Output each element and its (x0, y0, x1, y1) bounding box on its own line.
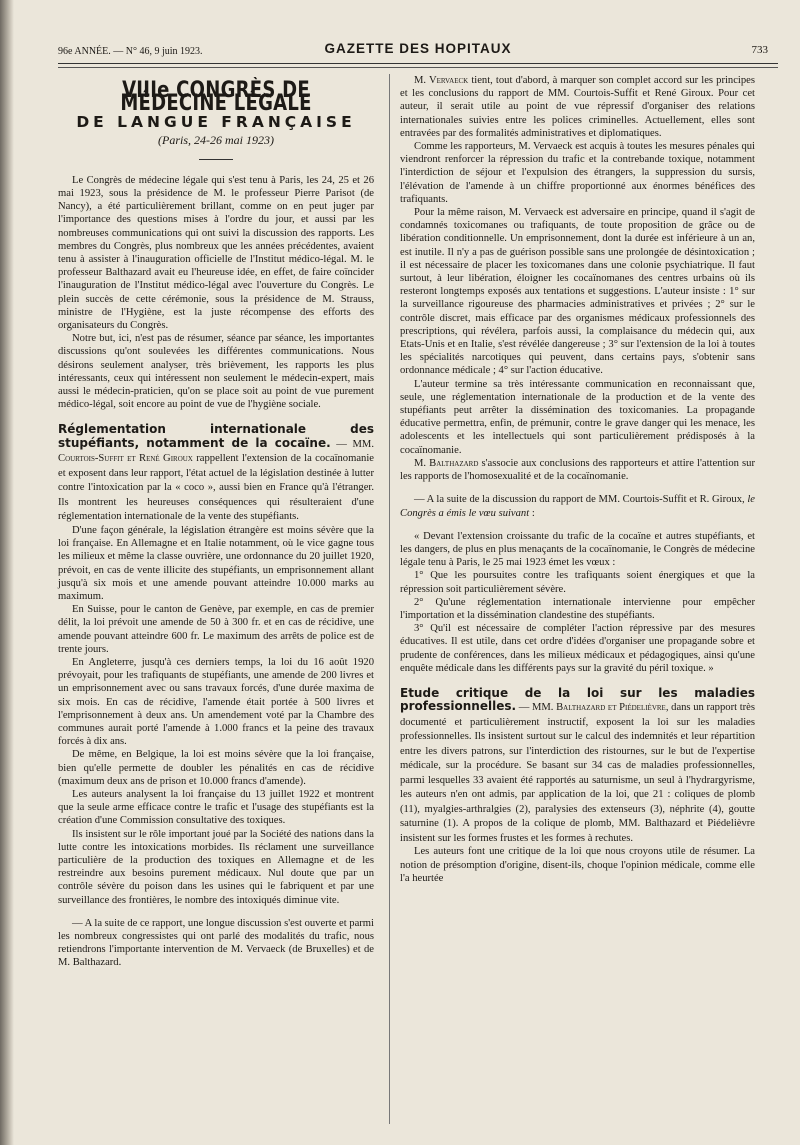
paragraph: Notre but, ici, n'est pas de résumer, séance par séance, les importantes discussions qu'ont soulevées les différentes communications. Nous désirons seulement analyser, très brièvement, les rapports les plus intéressants, ceux qui intéressent non seulement le médecin-expert, mais aussi le médecin-praticien, qu'on se place soit au point de vue purement médico-légal, soit encore au point de vue de l'hygiène sociale. (58, 333, 374, 411)
header-rule (58, 63, 778, 64)
quote-paragraph: « Devant l'extension croissante du trafic de la cocaïne et autres stupéfiants, et les dangers, de plus en plus menaçants de la cocaïnomanie, le Congrès de médecine légale tenu à Paris, le 25 mai 1923 émet les vœux : (400, 530, 755, 569)
section-heading-text: Etude critique de la loi sur les maladies professionnelles. (400, 685, 755, 714)
paragraph (400, 457, 755, 483)
article-title: VIIIe CONGRÈS DE MÉDECINE LÉGALE (120, 78, 312, 117)
article-dateline: (Paris, 24-26 mai 1923) (158, 132, 274, 147)
author-names: Courtois-Suffit et René Giroux (58, 453, 193, 465)
paragraph: Les auteurs analysent la loi française du 13 juillet 1922 et montrent que la seule arme efficace contre le trafic et l'usage des stupéfiants est la création d'une Commission consultative des toxiques. (58, 789, 374, 827)
heading-tail: — MM. (330, 438, 374, 450)
paragraph: Le Congrès de médecine légale qui s'est tenu à Paris, les 24, 25 et 26 mai 1923, sous la présidence de M. le professeur Pierre Parisot (de Nancy), a été particulièrement brillant, comme on en peut juger par l'importance des questions mises à l'ordre du jour, et aussi par les nombreuses communications qui ont suivi la discussion des rapports. Les membres du Congrès, plus nombreux que les années précédentes, avaient tenu à assister à l'inauguration officielle de l'Institut médico-légal. M. le professeur Balthazard avait eu l'heureuse idée, en effet, de faire coïncider l'inauguration de l'Institut médico-légal avec l'ouverture du Congrès. Le plein succès de cette cérémonie, sous la présidence de M. Strauss, ministre de l'Hygiène, est la juste récompense des efforts des organisateurs du Congrès. (58, 174, 374, 332)
paragraph-text: tient, tout d'abord, à marquer son complet accord sur les principes et les conclusions du rapport de MM. Courtois-Suffit et René Giroux. Pour cet auteur, il serait utile au point de vue répressif d'organiser des relations internationales suivies entre les polices criminelles. Actuellement, elles sont entravées par des formalités administratives et diplomatiques. (400, 75, 755, 139)
author-name: M. Balthazard (414, 457, 479, 469)
italic-text: le Congrès a émis le vœu suivant (400, 494, 755, 519)
article-title-line2: DE LANGUE FRANÇAISE (76, 113, 356, 132)
paragraph: Ils insistent sur le rôle important joué par la Société des nations dans la lutte contre les intoxications morbides. Ils réclament une surveillance particulière de la production des toxiques en Allemagne et de les restreindre aux besoins purement médicaux. Nul doute que par un contrôle sévère du poison dans les usines qui le fabriquent et par une surveillance des frontières, le nombre des intoxiqués diminue vite. (58, 828, 374, 906)
paragraph: D'une façon générale, la législation étrangère est moins sévère que la loi française. En Allemagne et en Italie notamment, où le vice gagne tous les milieux et même la classe ouvrière, une ordonnance du 20 juillet 1920, prévoit, en cas de vente illicite des stupéfiants, un emprisonnement allant jusqu'à six mois et une amende pouvant atteindre 10.000 marks au maximum. (58, 524, 374, 602)
paragraph: En Angleterre, jusqu'à ces derniers temps, la loi du 16 août 1920 prévoyait, pour les trafiquants de stupéfiants, une amende de 200 livres et un emprisonnement avec ou sans travaux forcés, d'une durée maxima de six mois. En cas de récidive, l'amende était portée à 500 livres et l'emprisonnement à deux ans. Un amendement voté par la Chambre des communes aurait porté l'amende à 1.000 francs et la peine des travaux forcés à dix ans. (58, 657, 374, 748)
paragraph-text: s'associe aux conclusions des rapporteurs et attire l'attention sur les rapports de l'homosexualité et de la cocaïnomanie. (400, 457, 755, 483)
column-divider (389, 74, 390, 1124)
heading-tail: — MM. (516, 702, 557, 714)
heading-tail: , dans un rapport très documenté et particulièrement instructif, exposent la loi sur les maladies professionnelles. Ils insistent surtout sur le calcul des indemnités et leur répartition entre les divers patrons, sur l'interdiction des ristournes, sur le but de l'expertise médicale, sur la procédure. Se basant sur 34 cas de maladies professionnelles, parmi lesquelles 33 avaient été rapportés au saturnisme, un seul à l'hydrargyrisme, les auteurs n'en ont admis, par application de la loi, que 21 : coliques de plomb (11), myalgies-arthralgies (2), paralysies des extenseurs (3), néphrite (4), goutte saturnine (1). A propos de la colique de plomb, MM. Balthazard et Piédelièvre insistent sur les formes frustes et les formes à rechutes. (400, 702, 755, 844)
section-heading (400, 687, 755, 846)
journal-title: GAZETTE DES HOPITAUX (324, 41, 512, 56)
quote-paragraph: 2° Qu'une réglementation internationale intervienne pour empêcher l'importation et la dissémination clandestine des stupéfiants. (400, 596, 755, 621)
section-heading-text: Réglementation internationale des stupéfiants, notamment de la cocaïne. (58, 422, 374, 450)
section-heading (58, 423, 374, 524)
paragraph-text: : (529, 507, 535, 519)
paragraph: Pour la même raison, M. Vervaeck est adversaire en principe, quand il s'agit de condamnés toxicomanes ou trafiquants, de toute proposition de grâce ou de libération conditionnelle. Un emprisonnement, dont la durée est inférieure à un an, est inutile. Il n'y a pas de guérison possible sans une prolongée de désintoxication ; il est nécessaire de placer les toxicomanes dans une colonie psychiatrique. Il faut surtout, à leur libération, éloigner les cocaïnomanes des centres urbains où ils resteront longtemps exposés aux tentations et suggestions. L'auteur insiste : 1° sur la surveillance rigoureuse des pharmacies administratives et privées ; 2° sur le contrôle discret, mais efficace par des organismes médicaux professionnels des prescriptions, qui révélera, parfois aussi, la complaisance du médecin qui, aux Etats-Unis et en Italie, s'est révélée dangereuse ; 3° sur l'extension de la loi à toutes les spécialités narcotiques qui peuvent, dans certains pays, s'obtenir sans ordonnance médicale ; 4° sur l'action éducative. (400, 207, 755, 377)
paragraph: En Suisse, pour le canton de Genève, par exemple, en cas de premier délit, la loi prévoit une amende de 50 à 300 fr. et en cas de récidive, une amende pouvant atteindre 600 fr. Le maximum des arrêts de police est de trente jours. (58, 604, 374, 655)
title-separator (199, 159, 233, 160)
quote-paragraph: 3° Qu'il est nécessaire de compléter l'action répressive par des mesures éducatives. Il est utile, dans cet ordre d'idées d'organiser une propagande sobre et prudente de conférences, dans les milieux médicaux et pédagogiques, ainsi qu'une enquête médicale dans les différents pays sur la gravité du péril toxique. » (400, 623, 755, 674)
paragraph-text: — A la suite de la discussion du rapport de MM. Courtois-Suffit et R. Giroux, (414, 494, 748, 506)
paragraph: De même, en Belgique, la loi est moins sévère que la loi française, bien qu'elle permette de doubler les pénalités en cas de récidive (maximum deux ans de prison et 10.000 francs d'amende). (58, 749, 374, 787)
author-names: Balthazard et Piédelièvre (556, 702, 666, 714)
quote-paragraph: 1° Que les poursuites contre les trafiquants soient énergiques et que la répression soit particulièrement sévère. (400, 570, 755, 595)
right-column (400, 74, 755, 885)
author-name: M. Vervaeck (414, 75, 469, 86)
heading-tail: rappellent l'extension de la cocaïnomanie et exposent dans leur rapport, l'état actuel de la législation destinée à lutter contre l'intoxication par la « coco », aussi bien en France qu'à l'étranger. Ils montrent les heureuses conséquences qui résulteraient d'une réglementation internationale de la vente des stupéfiants. (58, 453, 374, 523)
paragraph: Comme les rapporteurs, M. Vervaeck est acquis à toutes les mesures pénales qui viendront renforcer la répression du trafic et la contrebande toxique, notamment l'interdiction de séjour et l'expulsion des étrangers, la suppression du sursis, l'élévation de l'amende à un chiffre proportionné aux énormes bénéfices des trafiquants. (400, 141, 755, 205)
left-column (58, 74, 374, 970)
page-number: 733 (751, 44, 768, 56)
paragraph: L'auteur termine sa très intéressante communication en reconnaissant que, seule, une réglementation internationale de la production et de la vente des stupéfiants peut arrêter la dissémination des toxicomanies. La propagande éducative permettra, enfin, de prémunir, contre le grave danger qui les menace, les adolescents et les intellectuels qui sont particulièrement prédisposés à la cocaïnomanie. (400, 378, 755, 456)
running-header (58, 40, 778, 60)
issue-info: 96e ANNÉE. — N° 46, 9 juin 1923. (58, 46, 203, 57)
paragraph (400, 493, 755, 519)
paragraph: — A la suite de ce rapport, une longue discussion s'est ouverte et parmi les nombreux congressistes qui ont parlé des modalités du trafic, nous retiendrons l'importante intervention de M. Vervaeck (de Bruxelles) et de M. Balthazard. (58, 917, 374, 969)
header-rule-thin (58, 67, 778, 68)
scanned-page-edge (0, 0, 14, 1145)
paragraph: Les auteurs font une critique de la loi que nous croyons utile de résumer. La notion de présomption d'origine, disent-ils, choque l'opinion médicale, comme elle l'a heurtée (400, 846, 755, 884)
paragraph (400, 74, 755, 140)
